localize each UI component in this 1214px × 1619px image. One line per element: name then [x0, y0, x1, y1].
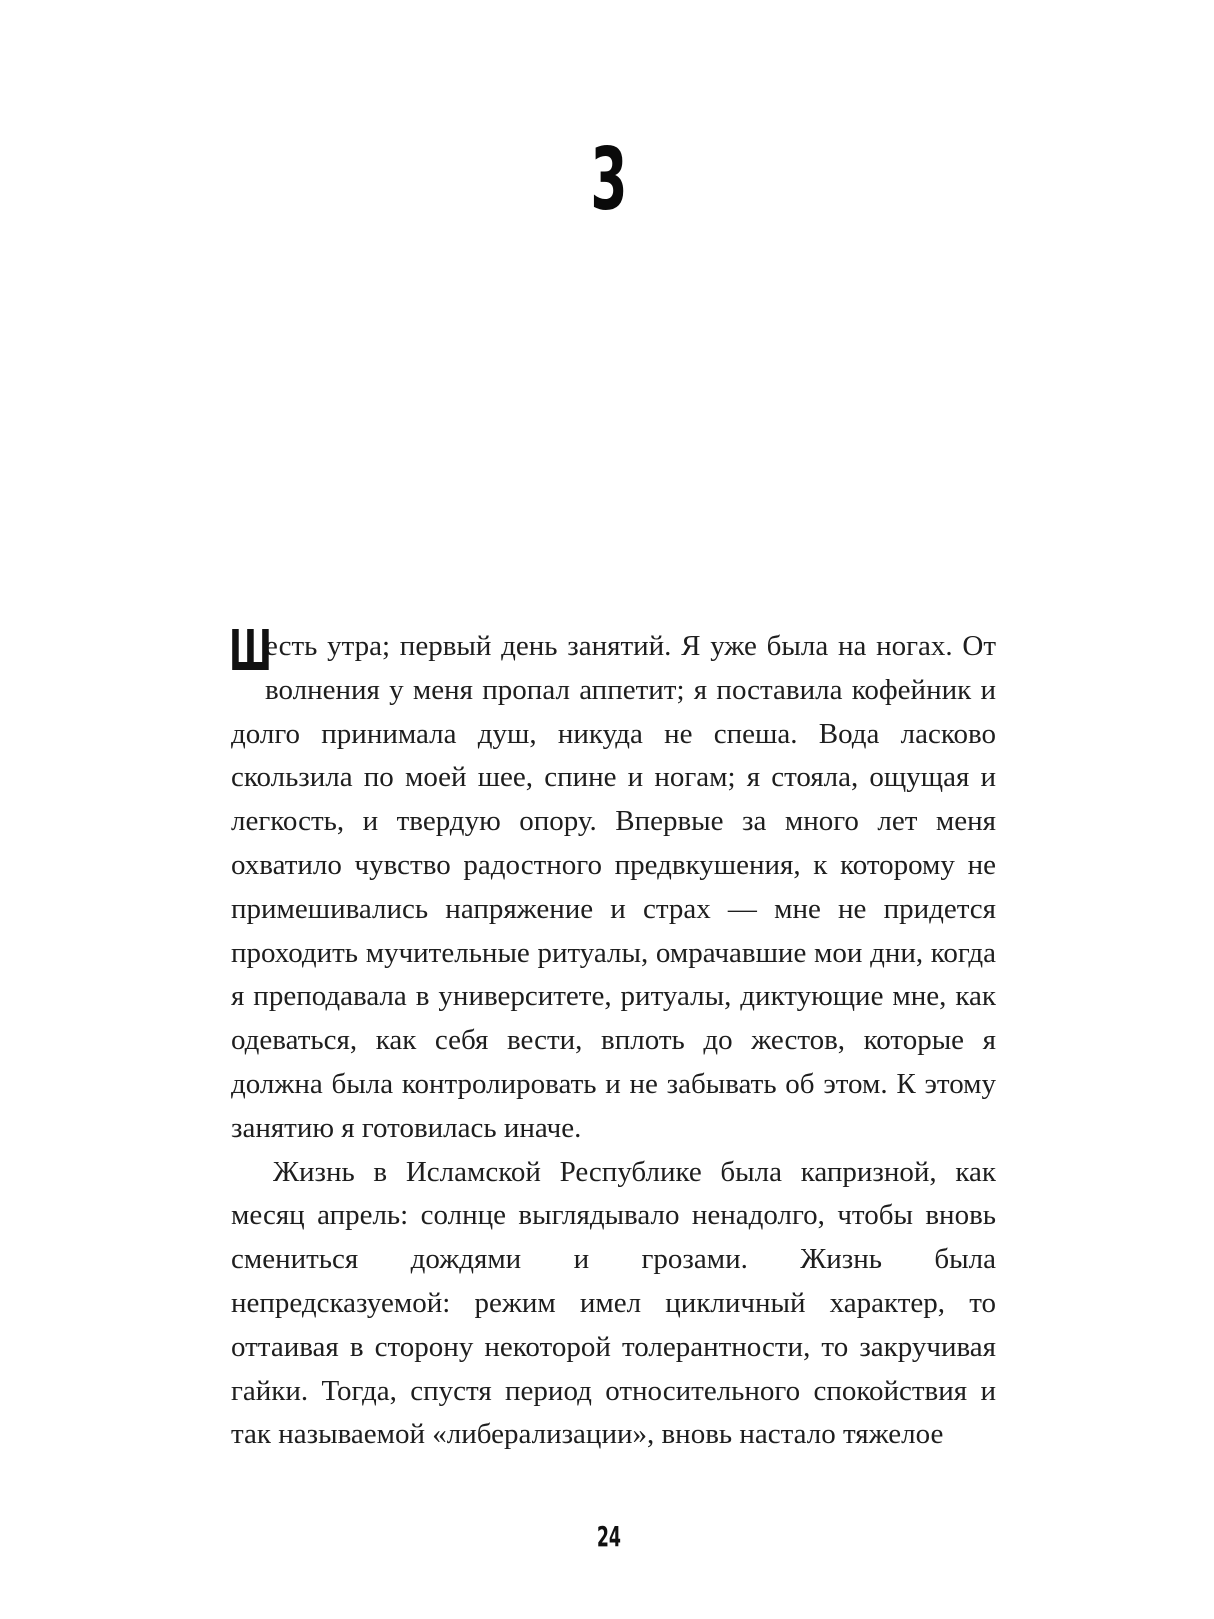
paragraph-2: Жизнь в Исламской Республике была капризной, как месяц апрель: солнце выглядывало ненадолго, чтобы вновь смениться дождями и грозами. Жизнь была непредсказуемой: режим имел цикличный характер, то оттаивая в сторону некоторой толерантности, то закручивая гайки. Тогда, спустя период относительного спокойствия и так называемой «либерализации», вновь настало тяжелое	[231, 1155, 996, 1451]
paragraph-1	[229, 619, 996, 1151]
page-number: 24	[596, 1520, 621, 1553]
paragraph-1-text: есть утра; первый день занятий. Я уже была на ногах. От волнения у меня пропал аппетит; я поставила кофейник и долго принимала душ, никуда не спеша. Вода ласково скользила по моей шее, спине и ногам; я стояла, ощущая и легкость, и твердую опору. Впервые за много лет меня охватило чувство радостного предвкушения, к которому не примешивались напряжение и страх — мне не придется проходить мучительные ритуалы, омрачавшие мои дни, когда я преподавала в университете, ритуалы, диктующие мне, как одеваться, как себя вести, вплоть до жестов, которые я должна была контролировать и не забывать об этом. К этому занятию я готовилась иначе.	[231, 630, 996, 1144]
body-text	[229, 619, 996, 1457]
drop-cap: Ш	[229, 619, 272, 684]
chapter-number: 3	[590, 130, 628, 230]
